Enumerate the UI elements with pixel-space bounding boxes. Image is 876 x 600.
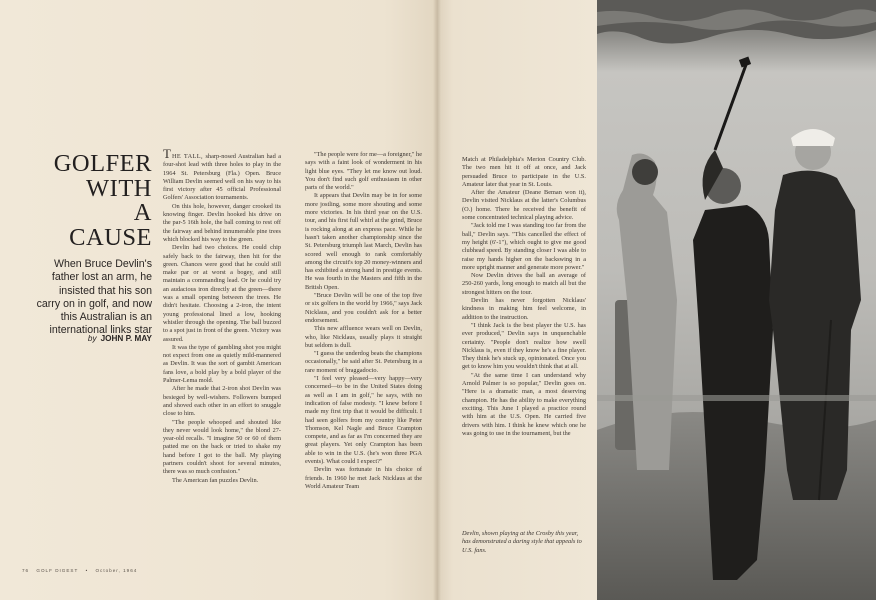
- spectator-left-head: [632, 159, 658, 185]
- paragraph: Devlin was fortunate in his choice of friends. In 1960 he met Jack Nicklaus at the World Amateur Team: [305, 466, 422, 490]
- article-column-2: [305, 151, 422, 567]
- paragraph: Now Devlin drives the ball an average of 250-260 yards, long enough to match all but the strongest hitters on the tour.: [462, 272, 586, 296]
- headline-line: CAUSE: [69, 223, 152, 251]
- article-subhead: [18, 258, 152, 338]
- page-folio: [22, 568, 142, 573]
- paragraph-text: sharp-nosed Australian had a four-shot lead with three holes to play in the 1964 St. Petersburg (Fla.) Open. Bruce William Devlin seemed well on his way to his first victory after 45 official Professional Golfers' Association tournaments.: [163, 153, 281, 202]
- page-number: 76: [22, 568, 30, 573]
- paragraph: The American fan puzzles Devlin.: [172, 476, 259, 484]
- paragraph: "I guess the underdog beats the champions occasionally," he said after St. Petersburg in a rare moment of braggadocio.: [305, 350, 422, 374]
- paragraph: It appears that Devlin may be in for some more jostling, some more shouting and some more victories. In his third year on the U.S. tour, and his first full whirl at the grind, Bruce is rocking along at an express pace. While he hasn't taken another championship since the St. Petersburg triumph last March, Devlin has scored well enough to rank comfortably among the circuit's top 20 money-winners and has exhibited a strong hand in prestige events. He was fourth in the Masters and fifth in the British Open.: [305, 192, 422, 291]
- subhead-line: international links star: [49, 324, 152, 337]
- article-column-3: [462, 156, 586, 548]
- paragraph: It was the type of gambling shot you might not expect from one as quietly mild-mannered as Devlin. It was the sort of gambit American fans love, a bold play by a bold player of the Palmer-Lema mold.: [163, 343, 281, 385]
- page-gutter: [433, 0, 441, 600]
- paragraph: "I think Jack is the best player the U.S. has ever produced," Devlin says in unquenchable certainty. "People don't realize how swell Nicklaus is, even if they know he's a fine player. They think he's stuck up, opinionated. Once you get to know him you wouldn't think that at all.: [462, 321, 586, 371]
- drop-cap: T: [163, 149, 171, 161]
- headline-line: A: [133, 199, 152, 226]
- article-headline: [30, 152, 152, 250]
- paragraph: On this hole, however, danger crooked its knowing finger. Devlin hooked his drive on the par-5 16th hole, the ball coming to rest off the fairway and behind innumerable pine trees which blocked his way to the green.: [163, 202, 281, 243]
- paragraph: "Bruce Devlin will be one of the top five or six golfers in the world by 1966," says Jack Nicklaus, and you couldn't ask for a better endorsement.: [305, 292, 422, 324]
- article-column-1: [163, 149, 281, 567]
- photo-illustration: [597, 0, 876, 600]
- headline-line: WITH: [86, 174, 152, 202]
- gallery-rope: [597, 395, 876, 401]
- subhead-line: this Australian is an: [60, 311, 152, 324]
- paragraph: Devlin had two choices. He could chip safely back to the fairway, then hit for the green. Chances were good that he could still make par or at worst a bogey, and still maintain a commanding lead. Or he could try an audacious iron directly at the green—there was a small opening between the trees. He didn't hesitate. Choosing a 2-iron, the intent young professional lined a low, hooking whistler through the opening. The ball buzzed to a spot just in front of the green. Victory was assured.: [163, 244, 281, 343]
- issue-date: October, 1964: [95, 568, 138, 573]
- paragraph: After the Amateur (Deane Beman won it), Devlin visited Nicklaus at the latter's Columbus (O.) home. There he received the benefit of some concentrated technical playing advice.: [462, 189, 586, 222]
- subhead-line: carry on in golf, and now: [36, 297, 152, 310]
- paragraph: "I feel very pleased—very happy—very concerned—to be in the United States doing as well as I am in golf," he says, with no indication of false modesty. "I knew before I made my first trip that it would be difficult. I had seen golfers from my country like Peter Thomson, Kel Nagle and Bruce Crampton compete, and as far as I'm concerned they are great players. Yet only Crampton has been able to win in the U.S. (he's won three PGA events). What could I expect?": [305, 375, 422, 465]
- paragraph: "Jack told me I was standing too far from the ball," Devlin says. "This cancelled the effect of my height (6'-1"), which ought to give me good clubhead speed. By standing closer I was able to raise my hands higher on the backswing in a more upright manner and generate more power.": [462, 222, 586, 271]
- folio-separator: •: [85, 568, 89, 573]
- paragraph: This new affluence wears well on Devlin, who, like Nicklaus, usually plays it straight but seldom is dull.: [305, 325, 422, 349]
- byline: [18, 334, 152, 343]
- photograph-golfers: [597, 0, 876, 600]
- opening-smallcaps: HE TALL,: [171, 153, 204, 160]
- byline-prefix: by: [87, 334, 97, 343]
- paragraph: Devlin has never forgotten Nicklaus' kindness in making him feel welcome, in addition to the instruction.: [462, 297, 586, 321]
- opening-paragraph: [163, 149, 281, 203]
- paragraph: "The people whooped and shouted like they never would look home," the blond 27-year-old recalls. "I imagine 50 or 60 of them patted me on the back or tried to shake my hand before I got to the ball. My playing partners couldn't shoot for several minutes, there was so much confusion.": [163, 418, 281, 476]
- photo-caption: Devlin, shown playing at the Crosby this year, has demonstrated a daring style that appeals to U.S. fans.: [462, 530, 582, 554]
- subhead-line: father lost an arm, he: [51, 271, 152, 284]
- byline-author: JOHN P. MAY: [100, 334, 152, 343]
- subhead-line: insisted that his son: [58, 284, 152, 297]
- paragraph: After he made that 2-iron shot Devlin was besieged by well-wishers. Followers bumped and shoved each other in an effort to snuggle close to him.: [163, 385, 281, 418]
- subhead-line: When Bruce Devlin's: [54, 258, 152, 270]
- paragraph: "The people were for me—a foreigner," he says with a faint look of wonderment in his light blue eyes. "They let me know out loud. You don't find such golf enthusiasm in other parts of the world.": [305, 151, 422, 192]
- paragraph: "At the same time I can understand why Arnold Palmer is so popular," Devlin goes on. "Here is a dramatic man, a most deserving champion. He has the ability to make everything exciting. This June I played a practice round with him at the U.S. Open. He carried five drivers with him. I think he knew which one he was going to use in the tournament, but the: [462, 371, 586, 437]
- paragraph: Match at Philadelphia's Merion Country Club. The two men hit it off at once, and Jack persuaded Bruce to participate in the U.S. Amateur later that year in St. Louis.: [462, 156, 586, 188]
- magazine-name: GOLF DIGEST: [36, 568, 79, 573]
- headline-line: GOLFER: [53, 150, 152, 177]
